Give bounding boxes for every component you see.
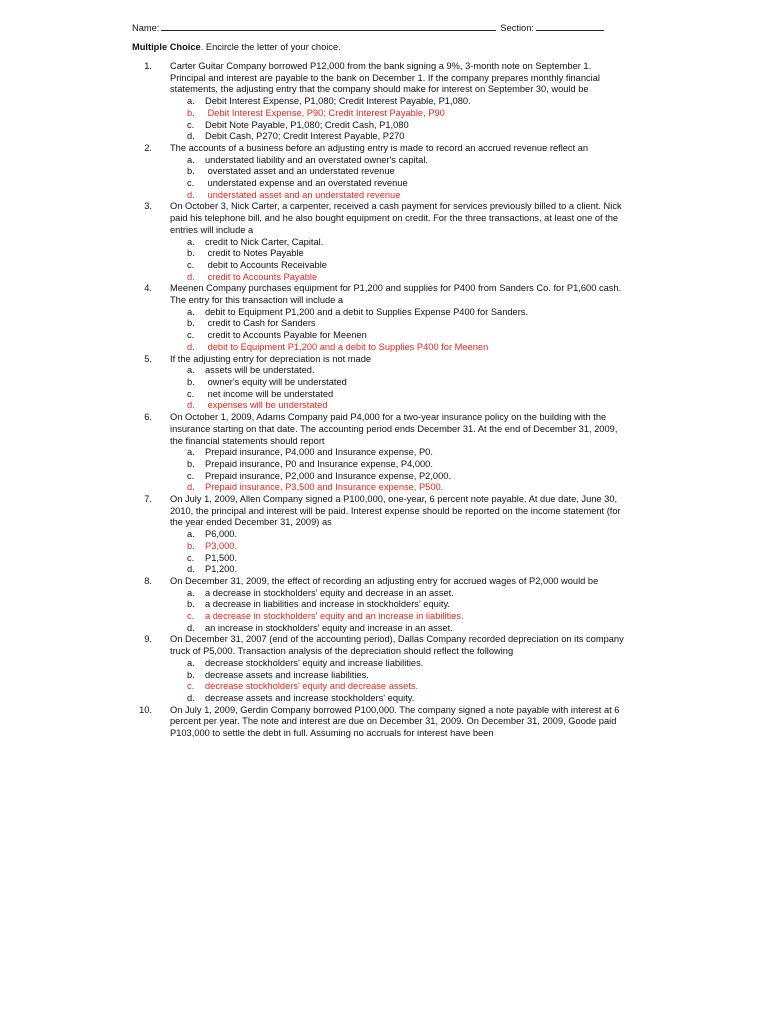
choice-text: Debit Note Payable, P1,080; Credit Cash, P1,080 (205, 119, 409, 130)
choice-text: debit to Accounts Receivable (205, 259, 327, 270)
question-number-text: 7. (144, 494, 152, 505)
choice-option[interactable] (187, 377, 628, 389)
question-list (132, 61, 632, 740)
choice-correct[interactable] (187, 272, 628, 284)
question-text: On July 1, 2009, Gerdin Company borrowed P100,000. The company signed a note payable with interest at 6 percent per year. The note and interest are due on December 31, 2009. On December 31, 2009, Goode paid P103,000 to settle the debt in full. Assuming no accruals for interest have been (170, 704, 620, 739)
choice-list (170, 588, 628, 635)
question-row (132, 634, 632, 704)
question-number-text: 2. (144, 142, 152, 153)
choice-text: P3,000. (205, 540, 238, 551)
question-number (132, 705, 170, 740)
choice-text: debit to Equipment P1,200 and a debit to Supplies P400 for Meenen (205, 341, 489, 352)
choice-text: understated asset and an understated revenue (205, 189, 401, 200)
choice-text: owner's equity will be understated (205, 376, 347, 387)
choice-letter: c. (187, 611, 195, 622)
choice-text: P1,200. (205, 564, 238, 575)
choice-letter: b. (187, 318, 195, 329)
question-number-text: 5. (144, 353, 152, 364)
choice-text: credit to Accounts Payable for Meenen (205, 330, 367, 341)
question-item (132, 705, 632, 740)
question-item (132, 201, 632, 283)
choice-option[interactable] (187, 365, 628, 377)
section-label: Section: (500, 23, 534, 33)
question-body (170, 634, 628, 704)
question-body (170, 576, 628, 635)
choice-text: expenses will be understated (205, 400, 328, 411)
choice-list (170, 365, 628, 412)
choice-letter: d. (187, 341, 195, 352)
question-text: If the adjusting entry for depreciation is not made (170, 353, 372, 364)
choice-letter: a. (187, 365, 195, 376)
choice-letter: d. (187, 131, 195, 142)
choice-text: credit to Notes Payable (205, 248, 304, 259)
choice-letter: a. (187, 587, 195, 598)
choice-text: decrease stockholders' equity and increase liabilities. (205, 657, 424, 668)
question-text: On December 31, 2009, the effect of recording an adjusting entry for accrued wages of P2,000 would be (170, 575, 599, 586)
choice-text: decrease assets and increase liabilities. (205, 669, 369, 680)
choice-correct[interactable] (187, 611, 628, 623)
choice-option[interactable] (187, 529, 628, 541)
choice-letter: c. (187, 388, 195, 399)
choice-text: a decrease in liabilities and increase in stockholders' equity. (205, 599, 451, 610)
choice-letter: c. (187, 330, 195, 341)
choice-letter: c. (187, 681, 195, 692)
question-number (132, 143, 170, 202)
choice-text: decrease assets and increase stockholders' equity. (205, 692, 415, 703)
question-text: On October 3, Nick Carter, a carpenter, received a cash payment for services previously billed to a client. Nick paid his telephone bill, and he also bought equipment on credit. For the three transactions, at least one of the entries will include a (170, 201, 622, 235)
choice-text: decrease stockholders' equity and decrease assets. (205, 681, 419, 692)
choice-letter: d. (187, 622, 195, 633)
choice-text: Prepaid insurance, P3,500 and Insurance expense, P500. (205, 482, 444, 493)
section-blank[interactable] (536, 21, 604, 31)
header-line (132, 21, 632, 35)
question-row (132, 201, 632, 283)
choice-text: Debit Interest Expense, P90; Credit Interest Payable, P90 (205, 107, 445, 118)
choice-text: net income will be understated (205, 388, 334, 399)
question-number (132, 354, 170, 413)
choice-list (170, 96, 628, 143)
choice-option[interactable] (187, 330, 628, 342)
question-number (132, 283, 170, 353)
question-row (132, 143, 632, 202)
choice-letter: b. (187, 669, 195, 680)
name-blank[interactable] (161, 21, 496, 31)
question-text: On December 31, 2007 (end of the accounting period), Dallas Company recorded depreciation on its company truck of P5,000. Transaction analysis of the depreciation should reflect the following (170, 634, 624, 657)
choice-letter: d. (187, 271, 195, 282)
choice-text: assets will be understated. (205, 365, 315, 376)
choice-letter: b. (187, 248, 195, 259)
choice-option[interactable] (187, 318, 628, 330)
choice-text: Prepaid insurance, P4,000 and Insurance expense, P0. (205, 447, 433, 458)
question-number-text: 1. (144, 61, 152, 71)
choice-text: understated expense and an overstated revenue (205, 178, 408, 189)
question-row (132, 705, 632, 740)
choice-list (170, 307, 628, 354)
choice-letter: d. (187, 482, 195, 493)
question-item (132, 494, 632, 576)
choice-text: credit to Cash for Sanders (205, 318, 316, 329)
question-number (132, 201, 170, 283)
choice-option[interactable] (187, 670, 628, 682)
question-body (170, 61, 628, 143)
choice-letter: d. (187, 400, 195, 411)
choice-text: P6,000. (205, 529, 238, 540)
choice-letter: d. (187, 692, 195, 703)
choice-letter: d. (187, 189, 195, 200)
question-body (170, 143, 628, 202)
choice-option[interactable] (187, 178, 628, 190)
question-text: Meenen Company purchases equipment for P1,200 and supplies for P400 from Sanders Co. for P1,600 cash. The entry for this transaction will include a (170, 283, 622, 306)
choice-option[interactable] (187, 166, 628, 178)
choice-text: credit to Accounts Payable (205, 271, 318, 282)
choice-option[interactable] (187, 447, 628, 459)
question-body (170, 705, 628, 740)
choice-letter: a. (187, 236, 195, 247)
question-item (132, 634, 632, 704)
question-number (132, 494, 170, 576)
question-item (132, 143, 632, 202)
choice-text: Debit Interest Expense, P1,080; Credit Interest Payable, P1,080. (205, 96, 471, 107)
choice-option[interactable] (187, 553, 628, 565)
choice-option[interactable] (187, 623, 628, 635)
choice-letter: c. (187, 552, 195, 563)
choice-correct[interactable] (187, 541, 628, 553)
choice-option[interactable] (187, 248, 628, 260)
question-number-text: 3. (144, 201, 152, 212)
choice-option[interactable] (187, 307, 628, 319)
question-number-text: 10. (139, 704, 152, 715)
choice-letter: d. (187, 564, 195, 575)
question-number (132, 61, 170, 143)
question-row (132, 412, 632, 494)
question-text: The accounts of a business before an adjusting entry is made to record an accrued revenue reflect an (170, 142, 589, 153)
choice-correct[interactable] (187, 342, 628, 354)
choice-letter: a. (187, 96, 195, 107)
choice-list (170, 155, 628, 202)
choice-option[interactable] (187, 96, 628, 108)
question-number-text: 9. (144, 634, 152, 645)
choice-option[interactable] (187, 389, 628, 401)
choice-letter: b. (187, 166, 195, 177)
question-body (170, 283, 628, 353)
question-row (132, 576, 632, 635)
choice-letter: a. (187, 306, 195, 317)
choice-option[interactable] (187, 459, 628, 471)
choice-text: overstated asset and an understated revenue (205, 166, 395, 177)
choice-text: Debit Cash, P270; Credit Interest Payable, P270 (205, 131, 405, 142)
choice-option[interactable] (187, 693, 628, 705)
question-text: On July 1, 2009, Allen Company signed a P100,000, one-year, 6 percent note payable. At due date, June 30, 2010, the principal and interest will be paid. Interest expense should be reported on the income statement (for the year ended December 31, 2009) as (170, 494, 621, 528)
choice-option[interactable] (187, 599, 628, 611)
question-body (170, 412, 628, 494)
question-row (132, 354, 632, 413)
choice-text: a decrease in stockholders' equity and decrease in an asset. (205, 587, 454, 598)
choice-letter: a. (187, 657, 195, 668)
choice-text: a decrease in stockholders' equity and an increase in liabilities. (205, 611, 464, 622)
question-item (132, 576, 632, 635)
choice-letter: b. (187, 107, 195, 118)
choice-correct[interactable] (187, 482, 628, 494)
name-label: Name: (132, 23, 160, 33)
choice-option[interactable] (187, 260, 628, 272)
choice-list (170, 529, 628, 576)
question-item (132, 412, 632, 494)
question-number-text: 6. (144, 412, 152, 423)
choice-text: Prepaid insurance, P0 and Insurance expense, P4,000. (205, 458, 433, 469)
question-text: On October 1, 2009, Adams Company paid P4,000 for a two-year insurance policy on the building with the insurance starting on that date. The accounting period ends December 31. At the end of December 31, 2009, the financial statements should report (170, 412, 618, 446)
choice-correct[interactable] (187, 400, 628, 412)
choice-option[interactable] (187, 155, 628, 167)
choice-letter: c. (187, 119, 195, 130)
question-number-text: 8. (144, 575, 152, 586)
question-row (132, 283, 632, 353)
choice-correct[interactable] (187, 681, 628, 693)
choice-list (170, 447, 628, 494)
question-item (132, 61, 632, 143)
choice-letter: a. (187, 154, 195, 165)
choice-option[interactable] (187, 658, 628, 670)
question-row (132, 61, 632, 143)
choice-letter: b. (187, 376, 195, 387)
choice-letter: c. (187, 259, 195, 270)
choice-correct[interactable] (187, 190, 628, 202)
question-text: Carter Guitar Company borrowed P12,000 from the bank signing a 9%, 3-month note on September 1. Principal and interest are payable to the bank on December 1. If the company prepares monthly financial statements, the adjusting entry that the company should make for interest on September 30, would be (170, 61, 600, 95)
instructions-heading: Multiple Choice (132, 42, 201, 52)
choice-correct[interactable] (187, 108, 628, 120)
choice-text: Prepaid insurance, P2,000 and Insurance expense, P2,000. (205, 470, 452, 481)
instructions (132, 40, 768, 54)
choice-option[interactable] (187, 588, 628, 600)
question-number (132, 576, 170, 635)
choice-letter: c. (187, 470, 195, 481)
choice-list (170, 237, 628, 284)
choice-text: P1,500. (205, 552, 238, 563)
choice-option[interactable] (187, 120, 628, 132)
choice-text: understated liability and an overstated owner's capital. (205, 154, 428, 165)
choice-letter: a. (187, 447, 195, 458)
question-body (170, 354, 628, 413)
instructions-text: . Encircle the letter of your choice. (200, 42, 341, 52)
choice-letter: a. (187, 529, 195, 540)
question-item (132, 283, 632, 353)
question-number (132, 412, 170, 494)
question-number (132, 634, 170, 704)
question-body (170, 494, 628, 576)
choice-text: credit to Nick Carter, Capital. (205, 236, 324, 247)
choice-option[interactable] (187, 131, 628, 143)
choice-text: debit to Equipment P1,200 and a debit to Supplies Expense P400 for Sanders. (205, 306, 529, 317)
choice-option[interactable] (187, 564, 628, 576)
choice-text: an increase in stockholders' equity and increase in an asset. (205, 622, 453, 633)
choice-letter: c. (187, 178, 195, 189)
choice-option[interactable] (187, 471, 628, 483)
question-body (170, 201, 628, 283)
choice-option[interactable] (187, 237, 628, 249)
question-row (132, 494, 632, 576)
choice-list (170, 658, 628, 705)
question-item (132, 354, 632, 413)
question-number-text: 4. (144, 283, 152, 294)
choice-letter: b. (187, 599, 195, 610)
choice-letter: b. (187, 540, 195, 551)
choice-letter: b. (187, 458, 195, 469)
